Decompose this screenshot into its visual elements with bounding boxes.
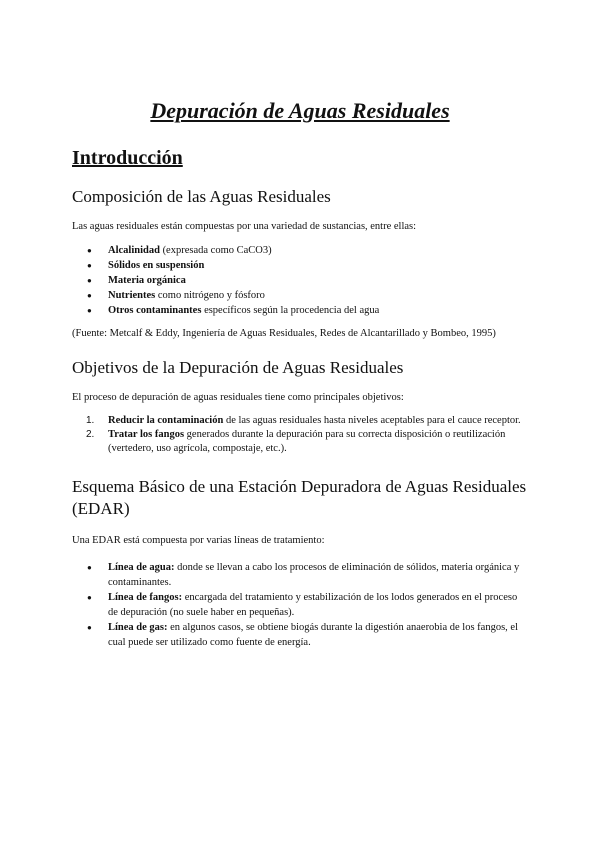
list-item: ● Otros contaminantes específicos según la procedencia del agua — [72, 303, 528, 318]
edar-lead: Una EDAR está compuesta por varias líneas de tratamiento: — [72, 535, 325, 546]
list-item: ● Sólidos en suspensión — [72, 258, 528, 273]
list-item: 1. Reducir la contaminación de las aguas residuales hasta niveles aceptables para el cauce receptor. — [86, 415, 521, 426]
composition-source: (Fuente: Metcalf & Eddy, Ingeniería de Aguas Residuales, Redes de Alcantarillado y Bombeo, 1995) — [72, 328, 496, 339]
composition-list — [72, 243, 528, 318]
objectives-list — [72, 414, 528, 456]
list-item: ● Línea de agua: donde se llevan a cabo los procesos de eliminación de sólidos, materia orgánica y contaminantes. — [72, 560, 528, 590]
list-item: ● Línea de fangos: encargada del tratamiento y estabilización de los lodos generados en el proceso de depuración (no suele haber en pequeñas). — [72, 590, 528, 620]
objectives-heading: Objetivos de la Depuración de Aguas Residuales — [72, 358, 404, 377]
list-item: ● Materia orgánica — [72, 273, 528, 288]
list-item: 2. Tratar los fangos generados durante la depuración para su correcta disposición o reutilización (vertedero, uso agrícola, compostaje, etc.). — [86, 429, 506, 454]
list-item: ● Línea de gas: en algunos casos, se obtiene biogás durante la digestión anaerobia de los fangos, el cual puede ser utilizado como fuente de energía. — [72, 620, 528, 650]
composition-lead: Las aguas residuales están compuestas por una variedad de sustancias, entre ellas: — [72, 221, 417, 232]
objectives-lead: El proceso de depuración de aguas residuales tiene como principales objetivos: — [72, 392, 404, 403]
edar-heading: Esquema Básico de una Estación Depuradora de Aguas Residuales (EDAR) — [72, 477, 527, 518]
composition-heading: Composición de las Aguas Residuales — [72, 187, 331, 206]
list-item: ● Alcalinidad (expresada como CaCO3) — [72, 243, 528, 258]
intro-heading: Introducción — [72, 147, 183, 169]
list-item: ● Nutrientes como nitrógeno y fósforo — [72, 288, 528, 303]
edar-list — [72, 560, 528, 650]
document-title: Depuración de Aguas Residuales — [150, 98, 450, 123]
